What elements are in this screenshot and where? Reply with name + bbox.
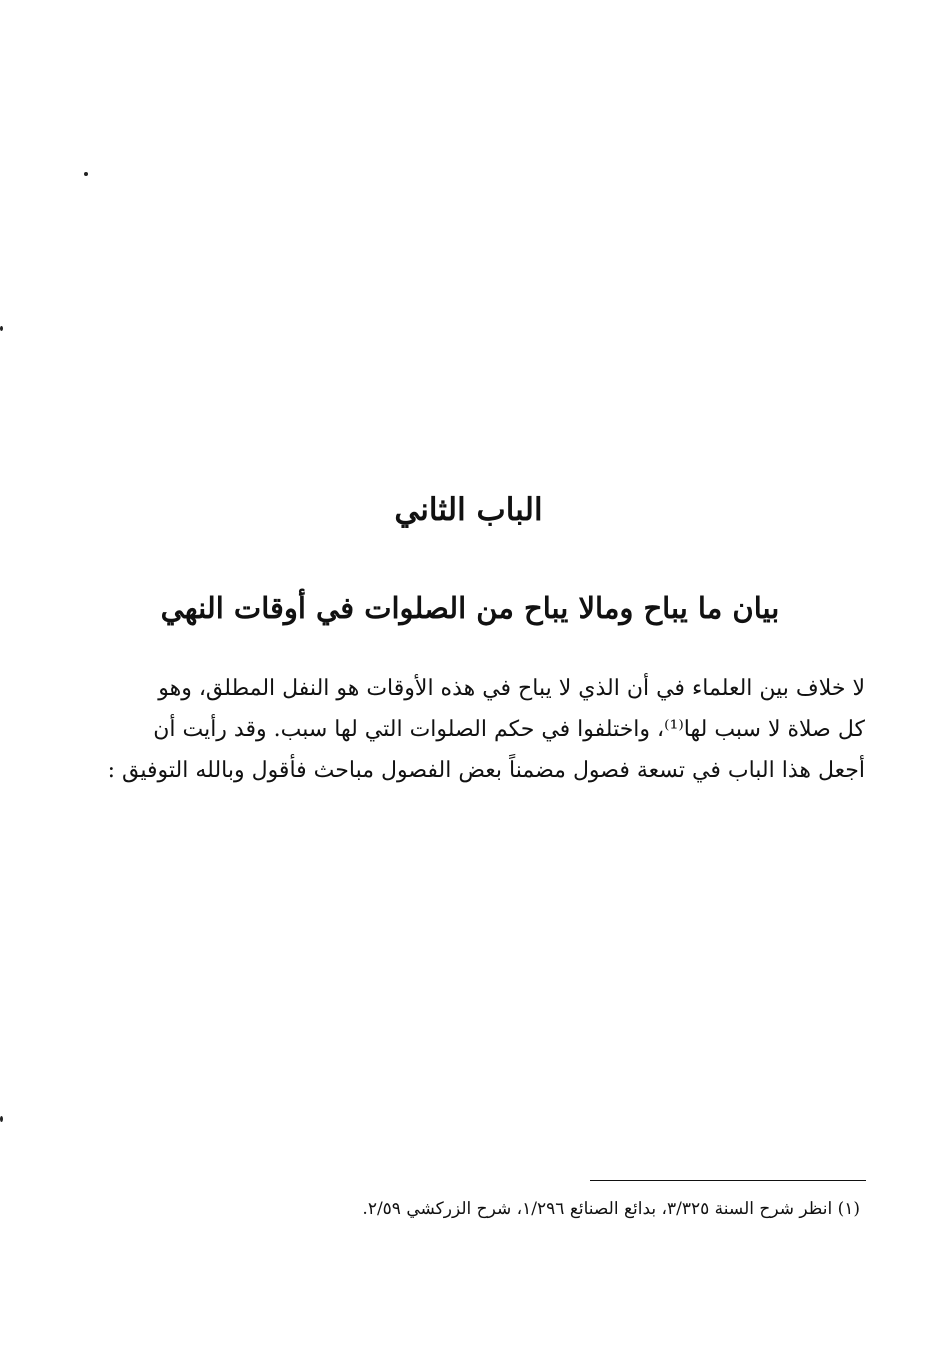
body-paragraph [107, 668, 865, 791]
footnote-separator [590, 1180, 866, 1181]
scan-speck [0, 326, 3, 331]
footnote: (١) انظر شرح السنة ٣/٣٢٥، بدائع الصنائع ١/٢٩٦، شرح الزركشي ٢/٥٩. [362, 1199, 860, 1219]
body-line: أجعل هذا الباب في تسعة فصول مضمناً بعض الفصول مباحث فأقول وبالله التوفيق : [107, 758, 865, 783]
scan-speck [0, 1116, 3, 1122]
body-line: لا خلاف بين العلماء في أن الذي لا يباح في هذه الأوقات هو النفل المطلق، وهو [158, 676, 865, 701]
body-line: كل صلاة لا سبب لها⁽¹⁾، واختلفوا في حكم الصلوات التي لها سبب. وقد رأيت أن [153, 717, 865, 742]
chapter-subtitle: بيان ما يباح ومالا يباح من الصلوات في أوقات النهي [160, 591, 780, 625]
scan-speck [84, 172, 88, 176]
chapter-title: الباب الثاني [394, 492, 543, 528]
